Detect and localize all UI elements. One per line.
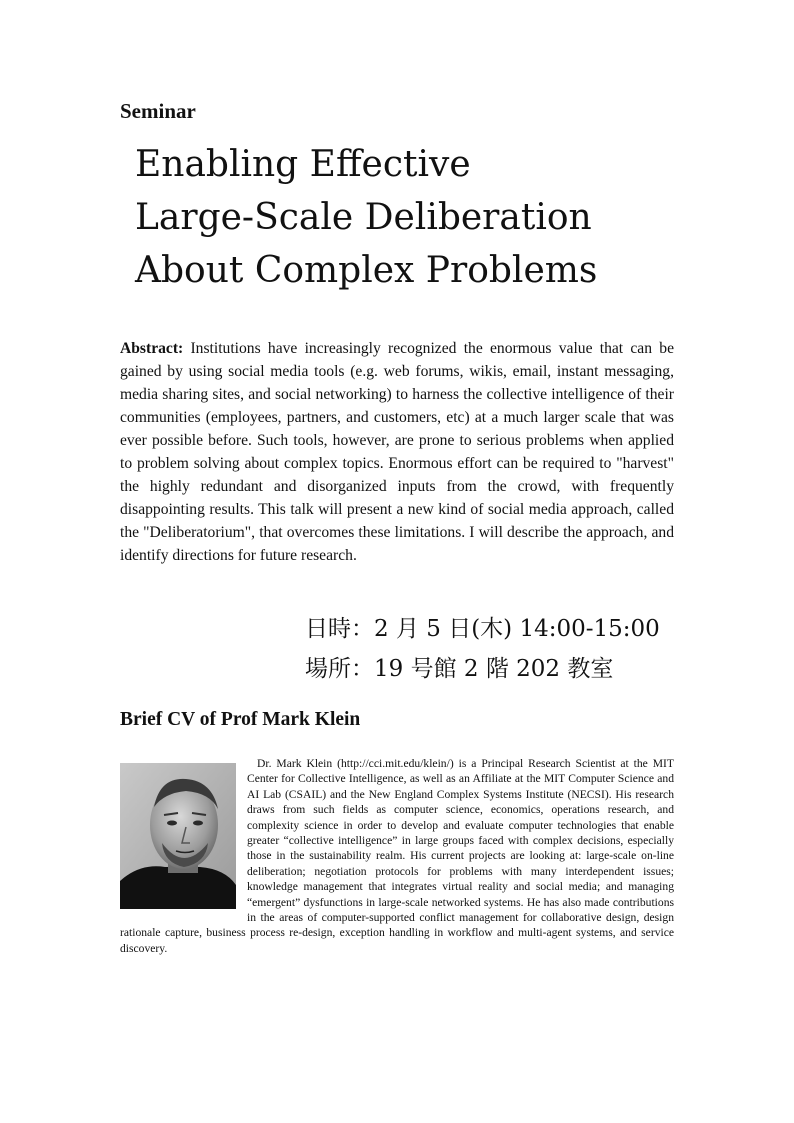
seminar-label: Seminar <box>120 99 196 123</box>
portrait-photo-icon <box>120 763 236 909</box>
portrait-photo-svg <box>120 763 236 909</box>
cv-heading: Brief CV of Prof Mark Klein <box>120 709 361 730</box>
abstract-label: Abstract: <box>120 340 184 357</box>
cv-text: Dr. Mark Klein (http://cci.mit.edu/klein/) is a Principal Research Scientist at the MIT Center for Collective Intelligence, as well as an Affiliate at the MIT Computer Science and AI Lab (CSAIL) and the New England Complex Systems Institute (NECSI). His research draws from such fields as computer science, economics, operations research, and complexity science in order to develop and evaluate computer technologies that enable greater “collective intelligence” in large groups faced with complex decisions, especially those in the sustainability realm. His current projects are looking at: large-scale on-line deliberation; negotiation protocols for problems with many interdependent issues; knowledge management that integrates virtual reality and social media; and managing “emergent” dysfunctions in large-scale networked systems. He has also made contributions in the areas of computer-supported conflict management for collaborative design, design rationale capture, business process re-design, exception handling in workflow and multi-agent systems, and service discovery. <box>120 757 674 955</box>
title-line-2: Large-Scale Deliberation <box>135 197 592 238</box>
seminar-title <box>135 138 755 297</box>
schedule-datetime: 日時：2 月 5 日(木) 14:00-15:00 <box>305 616 660 642</box>
schedule-block <box>305 609 660 689</box>
title-line-3: About Complex Problems <box>135 250 598 291</box>
cv-paragraph <box>120 756 674 956</box>
title-line-1: Enabling Effective <box>135 144 471 185</box>
abstract-paragraph <box>120 337 674 567</box>
schedule-place: 場所：19 号館 2 階 202 教室 <box>305 656 614 682</box>
abstract-text: Institutions have increasingly recognized the enormous value that can be gained by using social media tools (e.g. web forums, wikis, email, instant messaging, media sharing sites, and social networking) to harness the collective intelligence of their communities (employees, partners, and customers, etc) at a much larger scale that was ever possible before. Such tools, however, are prone to serious problems when applied to problem solving about complex topics. Enormous effort can be required to "harvest" the highly redundant and disorganized inputs from the crowd, with frequently disappointing results. This talk will present a new kind of social media approach, called the "Deliberatorium", that overcomes these limitations. I will describe the approach, and identify directions for future research. <box>120 340 674 564</box>
